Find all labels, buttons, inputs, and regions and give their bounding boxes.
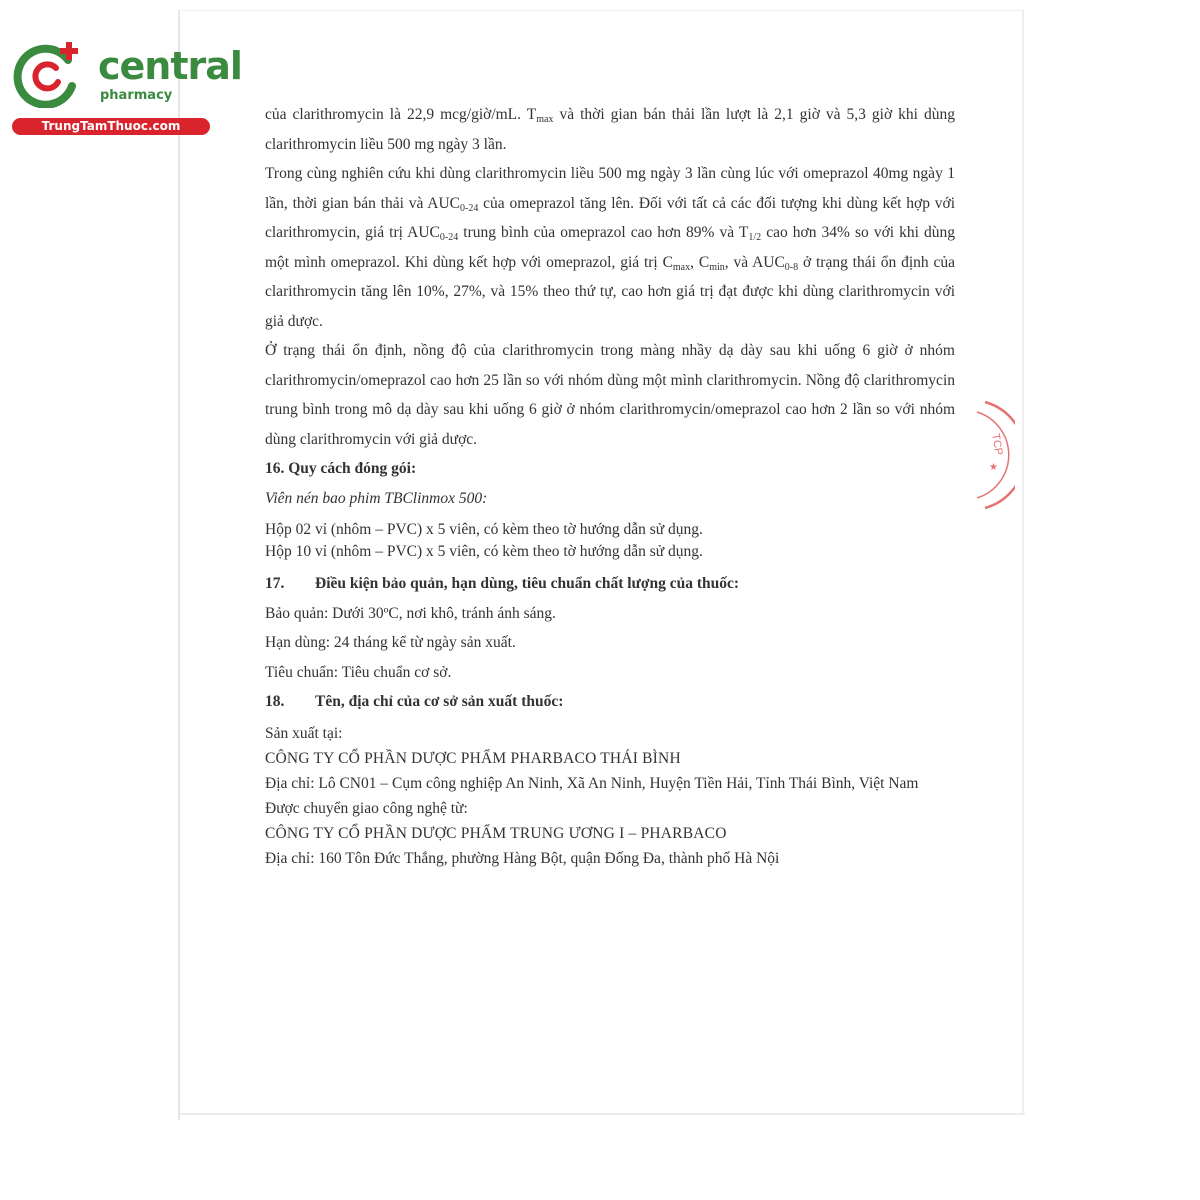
para2-text-a: Trong cùng nghiên cứu khi dùng clarithromycin liều 500 mg ngày 3 lần cùng lúc với omeprazol 40mg ngày 1 lần, thời gian bán thải và AUC [265, 165, 955, 212]
para1-text-a: của clarithromycin là 22,9 mcg/giờ/mL. T [265, 106, 537, 123]
para2-text-e: , C [690, 253, 710, 271]
section-18-heading [265, 687, 955, 717]
section-16-heading [265, 454, 955, 484]
para1-text-b: và thời gian bán thải lần lượt là 2,1 giờ và 5,3 giờ khi dùng clarithromycin liều 500 mg ngày 3 lần. [265, 106, 955, 153]
page-edge-top [180, 10, 1025, 11]
pharmacy-cross-icon [10, 38, 90, 108]
expiry-info: Hạn dùng: 24 tháng kể từ ngày sản xuất. [265, 634, 516, 651]
made-at-label: Sản xuất tại: [265, 724, 343, 742]
para2-sub-e: min [709, 261, 725, 273]
logo-website: TrungTamThuoc.com [12, 118, 210, 135]
product-name: Viên nén bao phim TBClinmox 500: [265, 489, 488, 507]
page-edge-left [178, 10, 180, 1120]
transferor-name: CÔNG TY CỔ PHẦN DƯỢC PHẨM TRUNG ƯƠNG I – PHARBACO [265, 824, 727, 842]
section-16-title: Quy cách đóng gói: [288, 460, 417, 477]
para1-sub-a: max [536, 114, 554, 125]
stamp-text: TCP [989, 432, 1005, 457]
para2-sub-d: max [672, 261, 691, 273]
quality-standard: Tiêu chuẩn: Tiêu chuẩn cơ sở. [265, 663, 452, 681]
section-18-number: 18. [265, 693, 285, 710]
manufacturer-name: CÔNG TY CỔ PHẦN DƯỢC PHẨM PHARBACO THÁI BÌNH [265, 749, 681, 767]
transferor-address: Địa chỉ: 160 Tôn Đức Thắng, phường Hàng Bột, quận Đống Đa, thành phố Hà Nội [265, 849, 780, 867]
technology-transfer-label: Được chuyển giao công nghệ từ: [265, 799, 468, 817]
central-pharmacy-logo [10, 38, 242, 138]
para2-text-b: của omeprazol tăng lên. Đối với tất cả các đối tượng khi dùng kết hợp với clarithromycin, giá trị AUC [265, 194, 955, 241]
paragraph-omeprazole-interaction [265, 159, 955, 336]
manufacturer-address: Địa chỉ: Lô CN01 – Cụm công nghiệp An Ninh, Xã An Ninh, Huyện Tiền Hải, Tỉnh Thái Bình, Việt Nam [265, 774, 919, 792]
svg-text:★: ★ [989, 462, 998, 473]
paragraph-pharmacokinetics [265, 100, 955, 159]
paragraph-steady-state: Ở trạng thái ổn định, nồng độ của clarithromycin trong màng nhầy dạ dày sau khi uống 6 giờ ở nhóm clarithromycin/omeprazol cao hơn 25 lần so với nhóm dùng một mình clarithromycin. Nồng độ clarithromycin trung bình trong mô dạ dày sau khi uống 6 giờ ở nhóm clarithromycin/omeprazol cao hơn 2 lần so với nhóm dùng clarithromycin với giả dược. [265, 342, 955, 448]
para2-text-g: ở trạng thái ổn định của clarithromycin tăng lên 10%, 27%, và 15% theo thứ tự, cao hơn giá trị đạt được khi dùng clarithromycin với giả dược. [265, 253, 955, 330]
para2-text-c: trung bình của omeprazol cao hơn 89% và T [458, 224, 749, 241]
para2-sub-c: 1/2 [748, 232, 762, 243]
para2-sub-a: 0-24 [460, 202, 479, 214]
para2-text-f: , và AUC [724, 253, 785, 271]
logo-subtitle: pharmacy [100, 88, 173, 103]
storage-condition: Bảo quản: Dưới 30ºC, nơi khô, tránh ánh sáng. [265, 604, 556, 622]
section-18-title: Tên, địa chỉ của cơ sở sản xuất thuốc: [315, 693, 564, 710]
para2-sub-f: 0-8 [784, 261, 799, 273]
pack-option-1: Hộp 02 vỉ (nhôm – PVC) x 5 viên, có kèm theo tờ hướng dẫn sử dụng. [265, 521, 703, 538]
page-edge-right [1022, 10, 1024, 1115]
para2-text-d: cao hơn 34% so với khi dùng một mình omeprazol. Khi dùng kết hợp với omeprazol, giá trị C [265, 224, 955, 271]
section-17-heading [265, 569, 955, 599]
section-16-number: 16. [265, 460, 285, 477]
section-17-number: 17. [265, 575, 285, 592]
document-body [265, 100, 955, 870]
para2-sub-b: 0-24 [439, 232, 459, 243]
logo-brand-text: central [98, 44, 242, 88]
page-edge-bottom [180, 1113, 1025, 1115]
company-stamp-fragment [975, 400, 1015, 510]
section-17-title: Điều kiện bảo quản, hạn dùng, tiêu chuẩn chất lượng của thuốc: [315, 575, 740, 592]
pack-option-2: Hộp 10 vỉ (nhôm – PVC) x 5 viên, có kèm theo tờ hướng dẫn sử dụng. [265, 543, 703, 560]
